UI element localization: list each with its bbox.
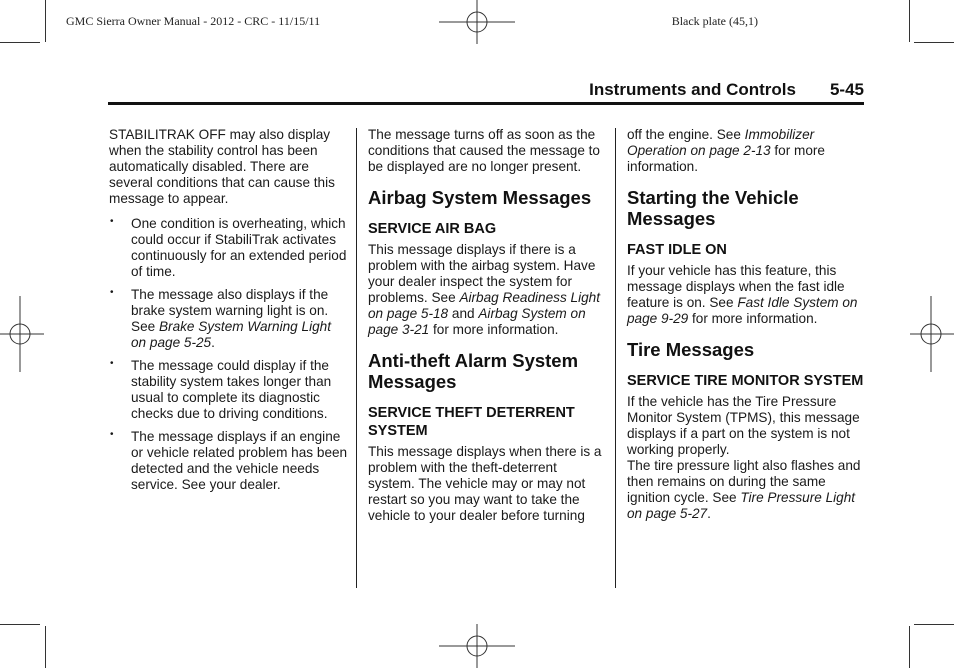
column-divider bbox=[615, 128, 616, 588]
cross-reference: Airbag System on page 3-21 bbox=[368, 306, 586, 337]
column-1 bbox=[109, 127, 349, 500]
list-item: • The message could display if the stability system takes longer than usual to complete its diagnostic checks due to driving conditions. bbox=[110, 358, 332, 421]
bullet-icon: • bbox=[110, 216, 114, 227]
continued-paragraph: off the engine. See Immobilizer Operation on page 2-13 for more information. bbox=[627, 127, 825, 174]
running-header bbox=[108, 80, 864, 100]
continued-paragraph: The message turns off as soon as the conditions that caused the message to be displayed are no longer present. bbox=[368, 127, 600, 174]
fast-idle-subheading: FAST IDLE ON bbox=[627, 242, 727, 258]
column-2 bbox=[368, 127, 606, 533]
airbag-paragraph: This message displays if there is a problem with the airbag system. Have your dealer inspect the system for problems. See Airbag Readiness Light on page 5-18 and Airbag System on page 3-21 for more information. bbox=[368, 242, 600, 337]
registration-mark-bottom bbox=[439, 624, 515, 668]
cross-reference: Immobilizer Operation on page 2-13 bbox=[627, 127, 815, 158]
condition-list bbox=[109, 216, 349, 493]
service-theft-subheading: SERVICE THEFT DETERRENT SYSTEM bbox=[368, 405, 575, 439]
column-3 bbox=[627, 127, 865, 531]
stabilitrak-intro: STABILITRAK OFF may also display when the stability control has been automatically disabled. There are several conditions that can cause this message to appear. bbox=[109, 127, 335, 206]
page-number: 5-45 bbox=[829, 80, 864, 99]
cross-reference: Tire Pressure Light on page 5-27 bbox=[627, 490, 856, 521]
bullet-icon: • bbox=[110, 287, 114, 298]
plate-info: GMC Sierra Owner Manual - 2012 - CRC - 11/15/11 bbox=[66, 14, 321, 28]
bullet-icon: • bbox=[110, 358, 114, 369]
service-air-bag-subheading: SERVICE AIR BAG bbox=[368, 221, 497, 237]
cross-reference: Airbag Readiness Light on page 5-18 bbox=[368, 290, 600, 321]
tpms-paragraph: If the vehicle has the Tire Pressure Monitor System (TPMS), this message displays if a part on the system is not working properly. bbox=[627, 394, 860, 457]
list-item: • One condition is overheating, which could occur if StabiliTrak activates continuously for an extended period of time. bbox=[110, 216, 347, 279]
list-item: • The message also displays if the brake system warning light is on. See Brake System Warning Light on page 5-25. bbox=[110, 287, 331, 350]
bullet-icon: • bbox=[110, 429, 114, 440]
plate-number: Black plate (45,1) bbox=[671, 14, 758, 28]
section-title: Instruments and Controls bbox=[589, 80, 796, 99]
anti-theft-heading: Anti-theft Alarm System Messages bbox=[368, 350, 579, 392]
cross-reference: Fast Idle System on page 9-29 bbox=[627, 295, 858, 326]
column-divider bbox=[356, 128, 357, 588]
tire-light-paragraph: The tire pressure light also flashes and then remains on during the same ignition cycle. See Tire Pressure Light on page 5-27. bbox=[627, 458, 861, 521]
registration-mark-top bbox=[439, 0, 515, 44]
anti-theft-paragraph: This message displays when there is a problem with the theft-deterrent system. The vehicle may or may not restart so you may want to take the vehicle to your dealer before turning bbox=[368, 444, 602, 523]
starting-vehicle-heading: Starting the Vehicle Messages bbox=[627, 187, 799, 229]
fast-idle-paragraph: If your vehicle has this feature, this message displays when the fast idle feature is on. See Fast Idle System on page 9-29 for more information. bbox=[627, 263, 858, 326]
list-item: • The message displays if an engine or vehicle related problem has been detected and the vehicle needs service. See your dealer. bbox=[110, 429, 348, 492]
tire-messages-heading: Tire Messages bbox=[627, 339, 755, 360]
tire-monitor-subheading: SERVICE TIRE MONITOR SYSTEM bbox=[627, 373, 864, 389]
header-rule bbox=[108, 102, 864, 105]
airbag-heading: Airbag System Messages bbox=[368, 187, 592, 208]
registration-mark-left bbox=[0, 296, 44, 372]
registration-mark-right bbox=[910, 296, 954, 372]
cross-reference: Brake System Warning Light on page 5-25 bbox=[131, 319, 331, 350]
